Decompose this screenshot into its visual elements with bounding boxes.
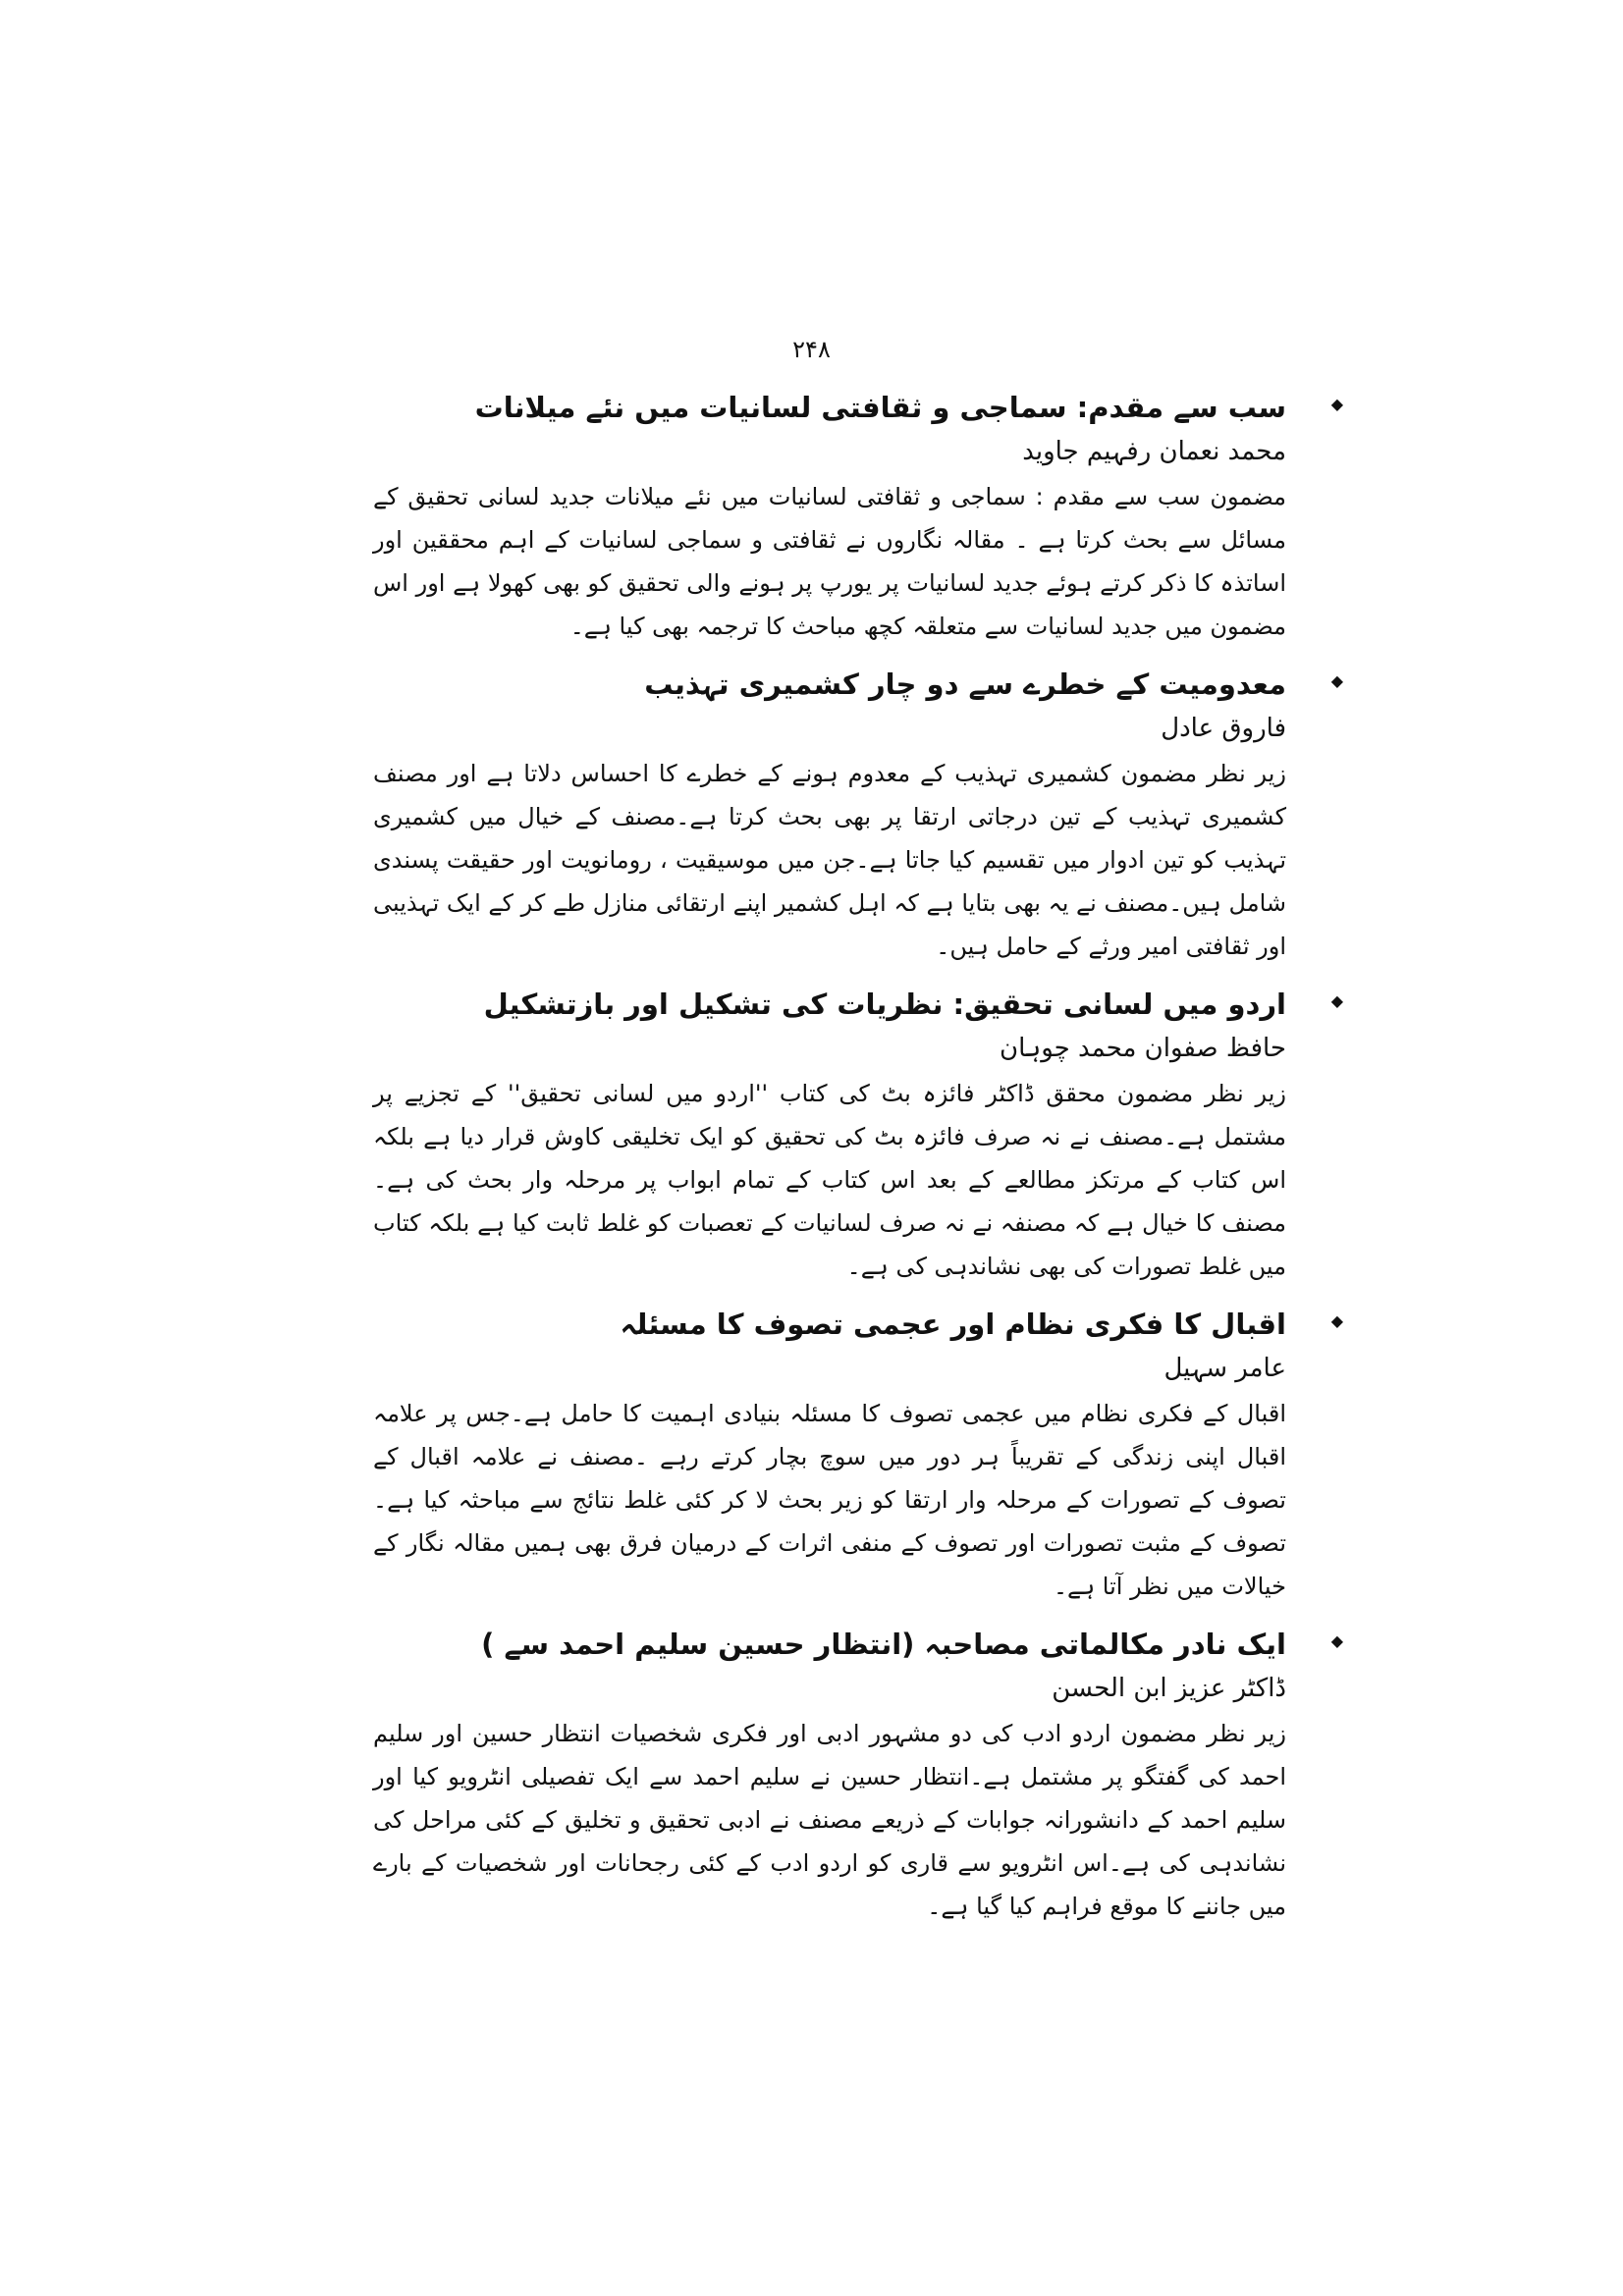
entry-author: فاروق عادل: [1161, 714, 1286, 743]
bullet-icon: ◆: [1330, 671, 1343, 690]
entry-body: مضمون سب سے مقدم : سماجی و ثقافتی لسانیات میں نئے میلانات جدید لسانی تحقیق کے مسائل سے بحث کرتا ہے ۔ مقالہ نگاروں نے ثقافتی و سماجی لسانیات کے اہم محققین اور اساتذہ کا ذکر کرتے ہوئے جدید لسانیات پر یورپ پر ہونے والی تحقیق کو بھی کھولا ہے اور اس مضمون میں جدید لسانیات سے متعلقہ کچھ مباحث کا ترجمہ بھی کیا ہے۔: [373, 483, 1286, 640]
entry-author: حافظ صفوان محمد چوہان: [999, 1034, 1286, 1063]
bullet-icon: ◆: [1330, 991, 1343, 1010]
bullet-icon: ◆: [1330, 1631, 1343, 1650]
list-item: [373, 662, 1343, 968]
entry-title: اقبال کا فکری نظام اور عجمی تصوف کا مسئلہ: [620, 1308, 1286, 1341]
list-item: [373, 982, 1343, 1288]
entry-title: سب سے مقدم: سماجی و ثقافتی لسانیات میں نئے میلانات: [474, 391, 1286, 424]
entry-author: ڈاکٹر عزیز ابن الحسن: [1052, 1674, 1286, 1703]
entry-title: اردو میں لسانی تحقیق: نظریات کی تشکیل اور بازتشکیل: [483, 988, 1286, 1021]
entry-title: ایک نادر مکالماتی مصاحبہ (انتظار حسین سلیم احمد سے ): [481, 1628, 1286, 1661]
bullet-icon: ◆: [1330, 1311, 1343, 1330]
page-number: ۲۴۸: [792, 336, 831, 363]
bullet-icon: ◆: [1330, 395, 1343, 413]
entry-author: عامر سہیل: [1163, 1354, 1286, 1383]
entry-title: معدومیت کے خطرے سے دو چار کشمیری تہذیب: [644, 667, 1286, 701]
entries-list: [373, 385, 1343, 1942]
list-item: [373, 1622, 1343, 1928]
list-item: [373, 385, 1343, 648]
entry-body: اقبال کے فکری نظام میں عجمی تصوف کا مسئلہ بنیادی اہمیت کا حامل ہے۔جس پر علامہ اقبال اپنی زندگی کے تقریباً ہر دور میں سوچ بچار کرتے رہے ۔مصنف نے علامہ اقبال کے تصوف کے تصورات کے مرحلہ وار ارتقا کو زیر بحث لا کر کئی غلط نتائج سے مباحثہ کیا ہے۔تصوف کے مثبت تصورات اور تصوف کے منفی اثرات کے درمیان فرق بھی ہمیں مقالہ نگار کے خیالات میں نظر آتا ہے۔: [373, 1400, 1286, 1600]
entry-body: زیر نظر مضمون اردو ادب کی دو مشہور ادبی اور فکری شخصیات انتظار حسین اور سلیم احمد کی گفتگو پر مشتمل ہے۔انتظار حسین نے سلیم احمد سے ایک تفصیلی انٹرویو کیا اور سلیم احمد کے دانشورانہ جوابات کے ذریعے مصنف نے ادبی تحقیق و تخلیق کے کئی مراحل کی نشاندہی کی ہے۔اس انٹرویو سے قاری کو اردو ادب کے کئی رجحانات اور شخصیات کے بارے میں جاننے کا موقع فراہم کیا گیا ہے۔: [373, 1720, 1286, 1920]
entry-body: زیر نظر مضمون کشمیری تہذیب کے معدوم ہونے کے خطرے کا احساس دلاتا ہے اور مصنف کشمیری تہذیب کے تین درجاتی ارتقا پر بھی بحث کرتا ہے۔مصنف کے خیال میں کشمیری تہذیب کو تین ادوار میں تقسیم کیا جاتا ہے۔جن میں موسیقیت ، رومانویت اور حقیقت پسندی شامل ہیں۔مصنف نے یہ بھی بتایا ہے کہ اہل کشمیر اپنے ارتقائی منازل طے کر کے ایک تہذیبی اور ثقافتی امیر ورثے کے حامل ہیں۔: [373, 760, 1287, 960]
entry-author: محمد نعمان رفہیم جاوید: [1022, 437, 1286, 466]
list-item: [373, 1302, 1343, 1608]
entry-body: زیر نظر مضمون محقق ڈاکٹر فائزہ بٹ کی کتاب ''اردو میں لسانی تحقیق'' کے تجزیے پر مشتمل ہے۔مصنف نے نہ صرف فائزہ بٹ کی تحقیق کو ایک تخلیقی کاوش قرار دیا ہے بلکہ اس کتاب کے مرتکز مطالعے کے بعد اس کتاب کے تمام ابواب پر مرحلہ وار بحث کی ہے۔ مصنف کا خیال ہے کہ مصنفہ نے نہ صرف لسانیات کے تعصبات کو غلط ثابت کیا ہے بلکہ کتاب میں غلط تصورات کی بھی نشاندہی کی ہے۔: [373, 1080, 1286, 1280]
